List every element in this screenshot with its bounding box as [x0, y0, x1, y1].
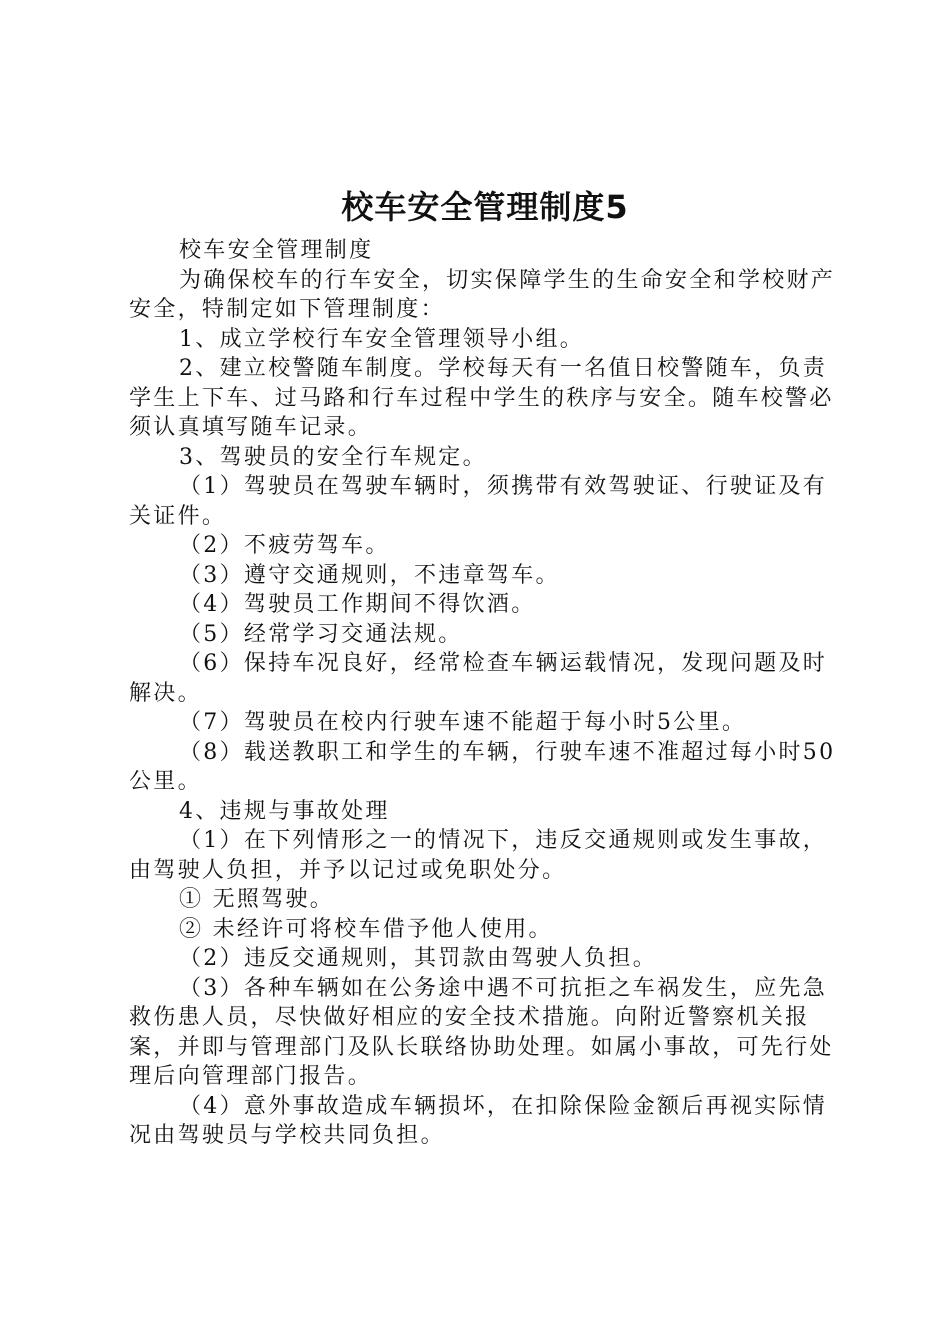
rule-4-item-3: （3）各种车辆如在公务途中遇不可抗拒之车祸发生，应先急救伤患人员，尽快做好相应的安全技术措施。向附近警察机关报案，并即与管理部门及队长联络协助处理。如属小事故，可先行处理后向管理部门报告。 [129, 975, 834, 1089]
rule-4-item-1: （1）在下列情形之一的情况下，违反交通规则或发生事故，由驾驶人负担，并予以记过或免职处分。 [129, 828, 828, 883]
document-page [129, 185, 841, 1151]
rule-4-item-4: （4）意外事故造成车辆损坏，在扣除保险金额后再视实际情况由驾驶员与学校共同负担。 [129, 1093, 828, 1148]
rule-3-item-1: （1）驾驶员在驾驶车辆时，须携带有效驾驶证、行驶证及有关证件。 [129, 474, 828, 529]
intro-paragraph: 为确保校车的行车安全，切实保障学生的生命安全和学校财产安全，特制定如下管理制度： [129, 267, 836, 322]
rule-3-heading: 3、驾驶员的安全行车规定。 [179, 444, 487, 470]
rule-2-paragraph: 2、建立校警随车制度。学校每天有一名值日校警随车，负责学生上下车、过马路和行车过程中学生的秩序与安全。随车校警必须认真填写随车记录。 [129, 356, 834, 440]
rule-4-subitem-a: ① 无照驾驶。 [179, 887, 335, 912]
rule-4-item-2: （2）违反交通规则，其罚款由驾驶人负担。 [179, 946, 657, 971]
rule-3-item-7: （7）驾驶员在校内行驶车速不能超于每小时5公里。 [179, 710, 747, 735]
rule-4-subitem-b: ② 未经许可将校车借予他人使用。 [179, 916, 553, 942]
rule-3-item-4: （4）驾驶员工作期间不得饮酒。 [179, 592, 536, 617]
document-title: 校车安全管理制度5 [341, 188, 629, 226]
rule-3-item-3: （3）遵守交通规则，不违章驾车。 [179, 562, 560, 588]
rule-3-item-8: （8）载送教职工和学生的车辆，行驶车速不准超过每小时50公里。 [129, 739, 836, 794]
rule-1-paragraph: 1、成立学校行车安全管理领导小组。 [179, 326, 585, 352]
rule-3-item-5: （5）经常学习交通法规。 [179, 621, 463, 647]
rule-4-heading: 4、违规与事故处理 [179, 798, 390, 824]
rule-3-item-2: （2）不疲劳驾车。 [179, 533, 390, 558]
rule-3-item-6: （6）保持车况良好，经常检查车辆运载情况，发现问题及时解决。 [129, 651, 828, 706]
subtitle-paragraph: 校车安全管理制度 [179, 238, 374, 263]
